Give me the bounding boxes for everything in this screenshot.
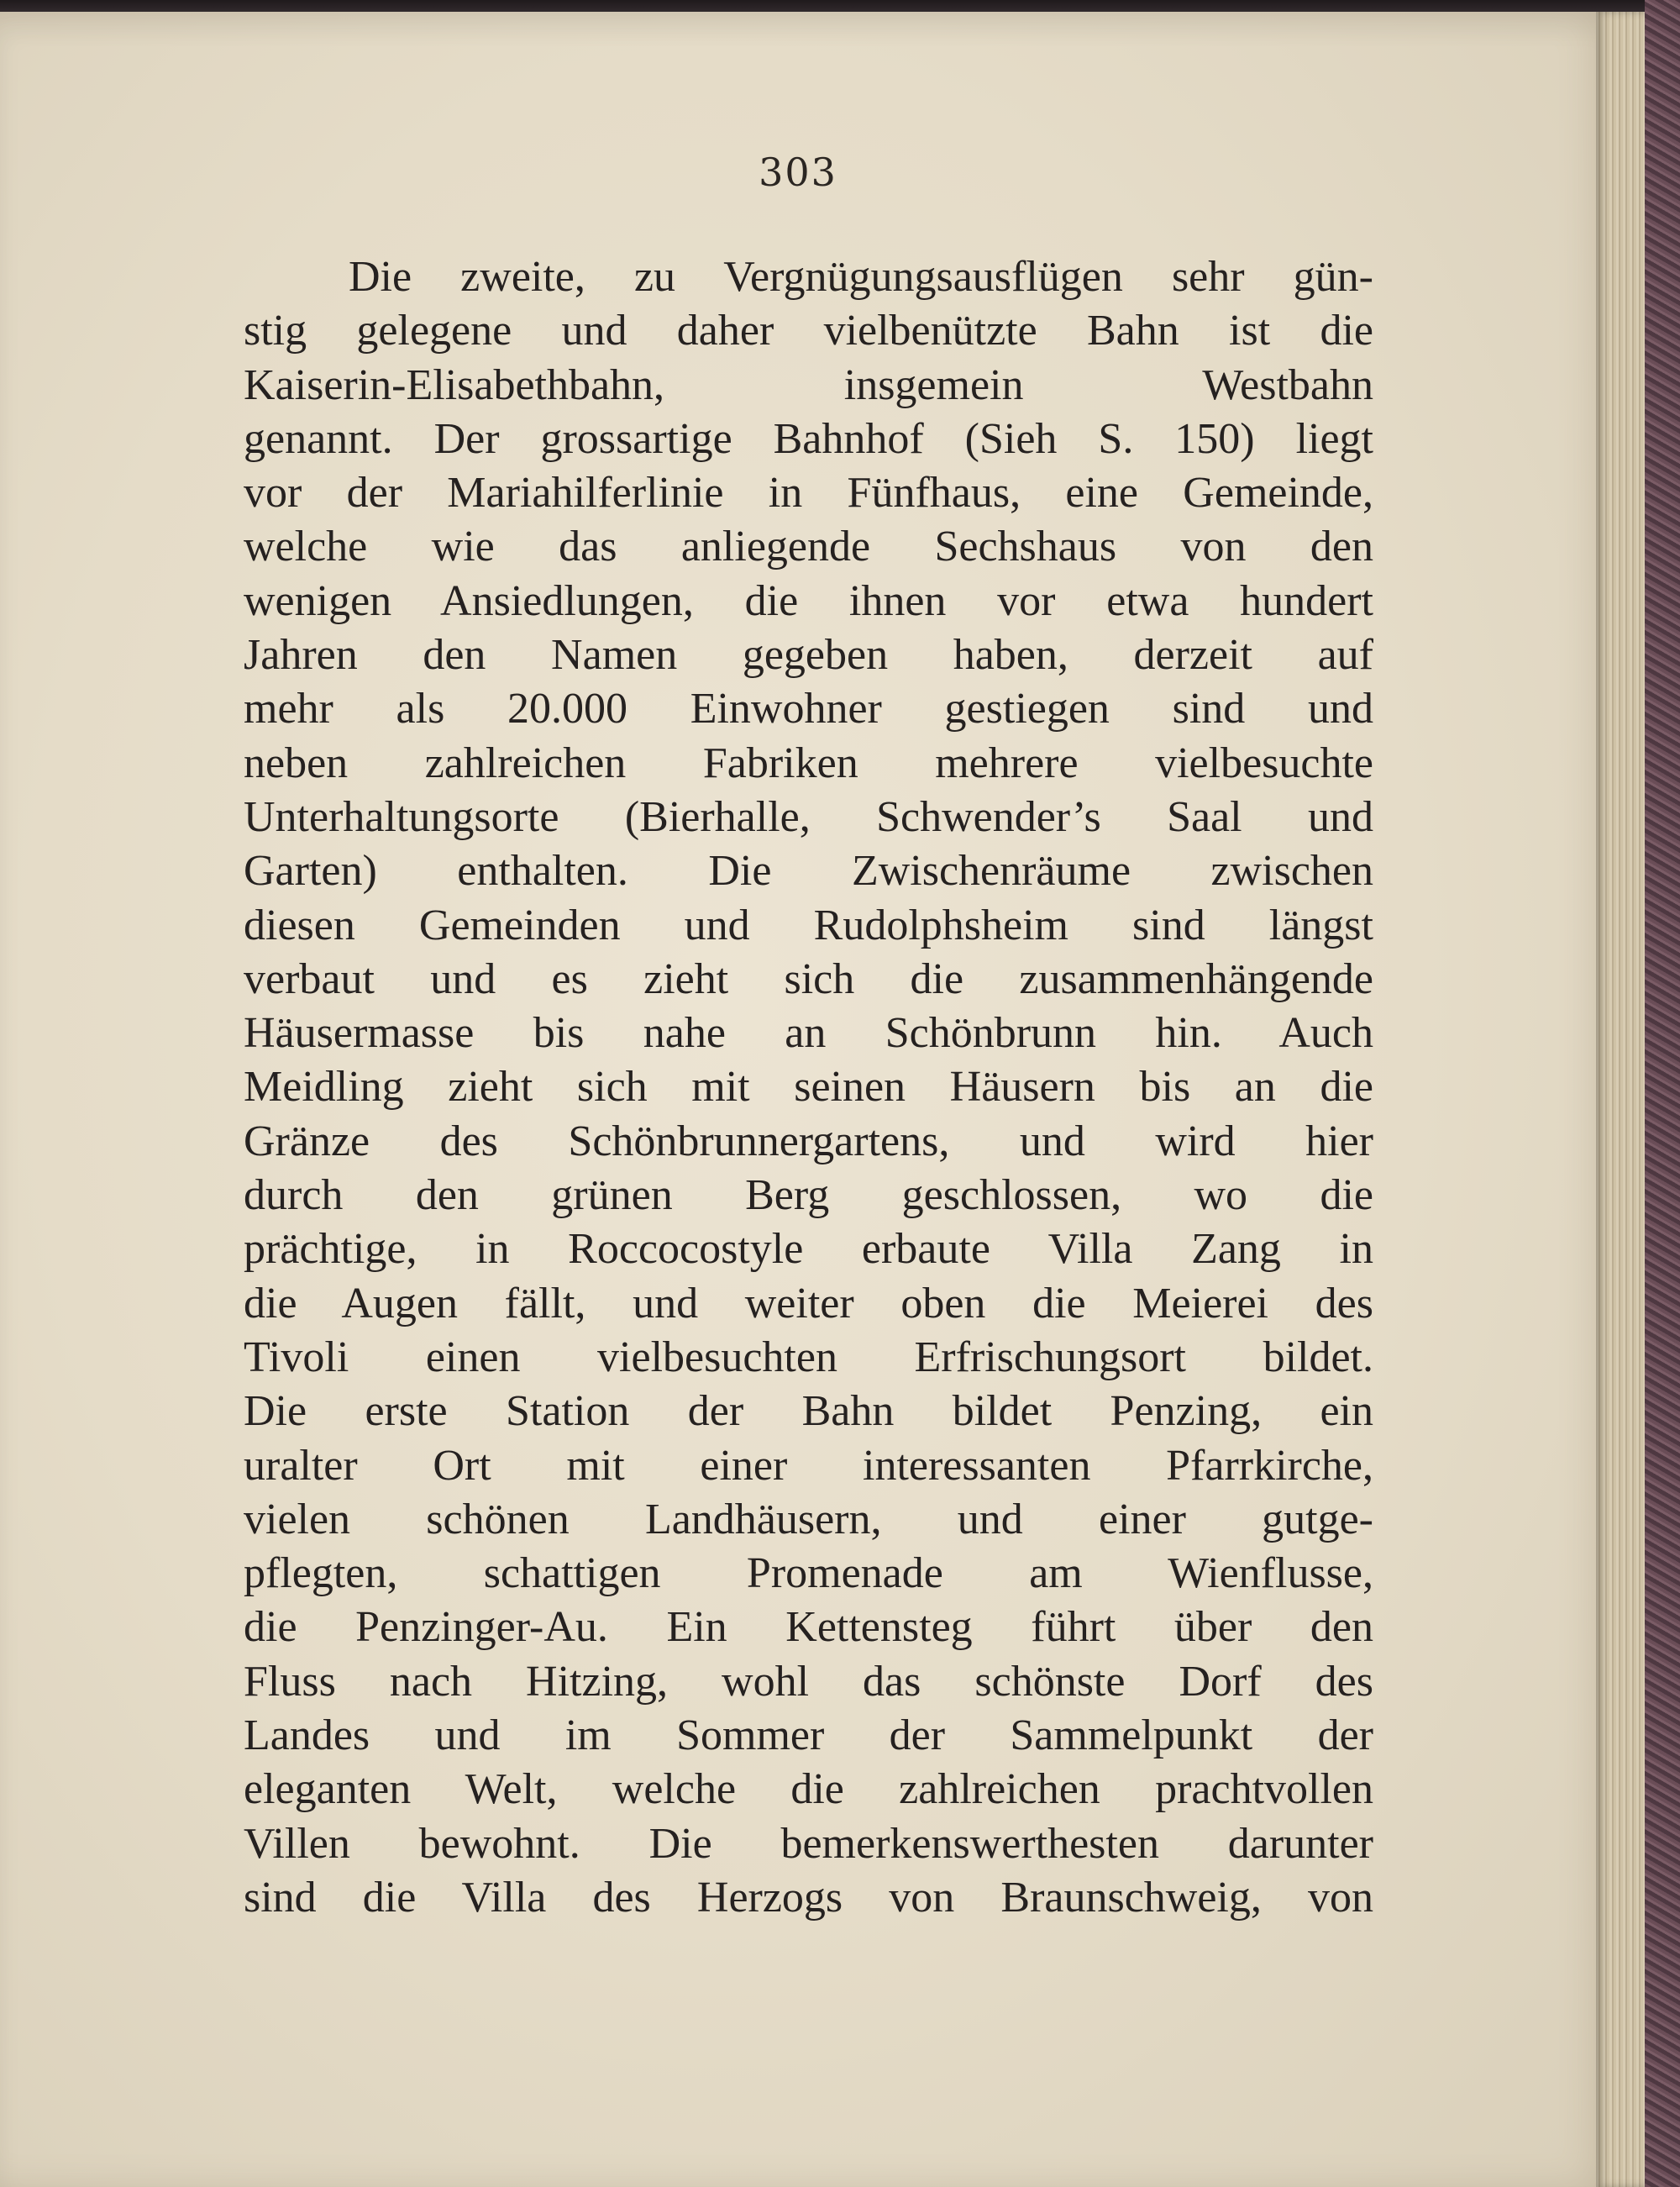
text-line: Garten) enthalten. Die Zwischenräume zwischen [244, 847, 1373, 896]
text-line: wenigen Ansiedlungen, die ihnen vor etwa hundert [244, 576, 1373, 625]
text-line: Villen bewohnt. Die bemerkenswerthesten darunter [244, 1819, 1373, 1868]
text-line: pflegten, schattigen Promenade am Wienflusse, [244, 1549, 1373, 1598]
text-line: prächtige, in Roccocostyle erbaute Villa Zang in [244, 1225, 1373, 1274]
text-line: stig gelegene und daher vielbenützte Bahn ist die [244, 307, 1373, 355]
text-line: Tivoli einen vielbesuchten Erfrischungsort bildet. [244, 1333, 1373, 1381]
text-line: Die erste Station der Bahn bildet Penzing, ein [244, 1387, 1373, 1436]
text-line: Fluss nach Hitzing, wohl das schönste Dorf des [244, 1657, 1373, 1706]
text-line: durch den grünen Berg geschlossen, wo die [244, 1171, 1373, 1220]
text-line: vielen schönen Landhäusern, und einer gutge- [244, 1495, 1373, 1543]
text-line: die Penzinger-Au. Ein Kettensteg führt über den [244, 1603, 1373, 1652]
text-line: Unterhaltungsorte (Bierhalle, Schwender’s Saal und [244, 792, 1373, 841]
text-line: Gränze des Schönbrunnergartens, und wird hier [244, 1117, 1373, 1165]
body-text [244, 250, 1373, 1925]
text-line: Die zweite, zu Vergnügungsausflügen sehr gün- [349, 253, 1373, 301]
text-line: sind die Villa des Herzogs von Braunschweig, von [244, 1873, 1373, 1922]
text-line: mehr als 20.000 Einwohner gestiegen sind und [244, 685, 1373, 733]
page-number: 303 [759, 150, 837, 195]
page-edges [1596, 12, 1646, 2187]
text-line: eleganten Welt, welche die zahlreichen prachtvollen [244, 1765, 1373, 1814]
text-line: Häusermasse bis nahe an Schönbrunn hin. Auch [244, 1009, 1373, 1058]
text-line: vor der Mariahilferlinie in Fünfhaus, eine Gemeinde, [244, 469, 1373, 518]
text-line: Landes und im Sommer der Sammelpunkt der [244, 1711, 1373, 1760]
text-line: die Augen fällt, und weiter oben die Meierei des [244, 1279, 1373, 1327]
text-line: Meidling zieht sich mit seinen Häusern bis an die [244, 1063, 1373, 1112]
text-line: uralter Ort mit einer interessanten Pfarrkirche, [244, 1441, 1373, 1490]
text-line: neben zahlreichen Fabriken mehrere vielbesuchte [244, 739, 1373, 787]
text-line: verbaut und es zieht sich die zusammenhängende [244, 954, 1373, 1003]
text-line: diesen Gemeinden und Rudolphsheim sind längst [244, 901, 1373, 949]
text-line: Jahren den Namen gegeben haben, derzeit auf [244, 631, 1373, 680]
text-line: welche wie das anliegende Sechshaus von den [244, 523, 1373, 571]
text-line: genannt. Der grossartige Bahnhof (Sieh S. 150) liegt [244, 414, 1373, 463]
book-cover-edge [1645, 0, 1680, 2187]
text-line: Kaiserin-Elisabethbahn, insgemein Westbahn [244, 360, 1373, 409]
